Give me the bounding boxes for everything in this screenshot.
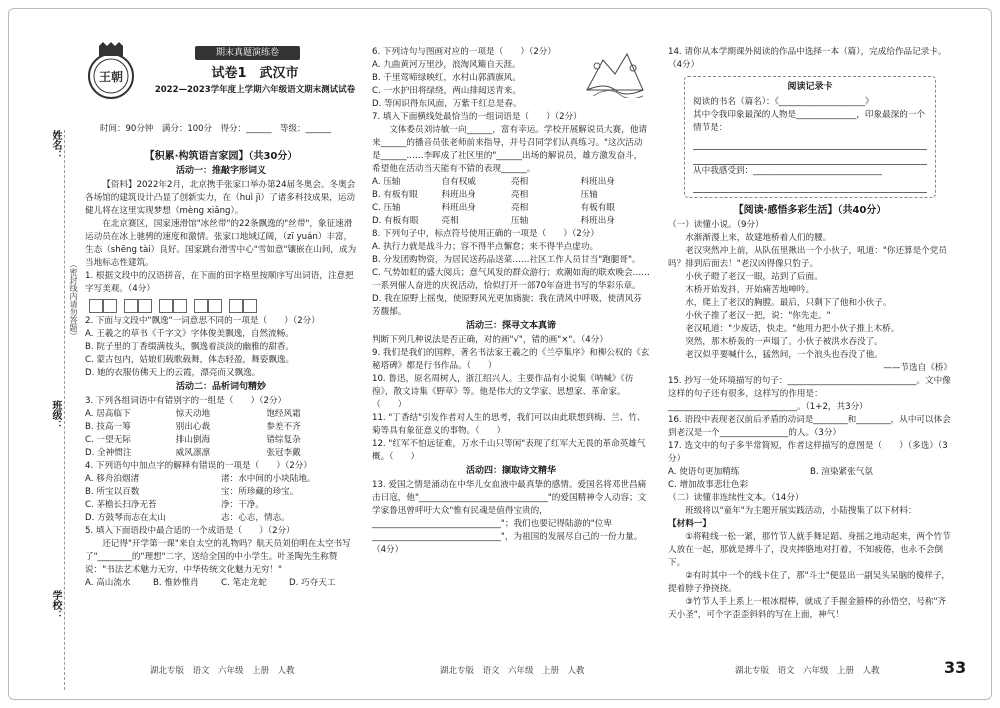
question-8: 8. 下列句子中，标点符号使用正确的一项是（ ）（2分）: [372, 229, 599, 239]
option: A. 王羲之的草书《千字文》字体俊美飘逸，自然流畅。: [85, 329, 294, 339]
option: A. 执行力就是战斗力；容不得半点懈怠；来不得半点虚功。: [372, 242, 599, 252]
question-6: 6. 下列诗句与图画对应的一项是（ ）（2分）: [372, 47, 556, 57]
name-label: 姓名：: [50, 130, 61, 160]
option: 宝：所珍藏的珍宝。: [221, 487, 299, 497]
option: D. 全神惯注: [85, 448, 132, 458]
option: 威风凛凛: [175, 448, 211, 458]
option: C. 蒙古包内，姑娘们载歌载舞，体态轻盈，舞姿飘逸。: [85, 355, 295, 365]
option: D. 她的衣服仿佛天上的云霞，漂亮而又飘逸。: [85, 368, 261, 378]
grid-box[interactable]: [103, 299, 117, 313]
activity-title: 活动二：品析词句精妙: [175, 382, 266, 392]
story-line: 水渐渐漫上来，故建地桥着人们的腰。: [685, 233, 832, 243]
seal-line: [64, 130, 65, 690]
option: B. 渲染紧张气氛: [810, 467, 873, 477]
grid-box[interactable]: [173, 299, 187, 313]
card-field-feeling[interactable]: 从中我感受到：______________________________: [693, 166, 883, 176]
question-16: 16. 语段中表现老汉前后矛盾的动词是________和________，从中可以体会到老汉是一个________________的人。（3分）: [668, 415, 951, 438]
option: 渚：水中间的小块陆地。: [221, 474, 316, 484]
option: 科班出身: [580, 177, 615, 187]
footer-right: 湖北专版 语文 六年级 上册 人教: [735, 666, 880, 676]
exam-subtitle: 2022—2023学年度上学期六年级语文期末测试试卷: [154, 85, 356, 95]
passage: 文体委员刘诗敏一向______，富有幸运。学校开展解说员大赛，他请来______的播音员张老师前来指导，并号召同学们认真练习。"这次活动是______……李晖成了社区里的"______出场的解说员，雄方激发奋斗，希望他在活动当天能有不错的表现______。: [372, 125, 648, 174]
story-line: 小伙子瞪了老汉一眼，站到了后面。: [685, 272, 823, 282]
option: 饱经风霜: [266, 409, 301, 419]
option: B. 所宝以百数: [85, 487, 140, 497]
svg-text:王朝: 王朝: [98, 70, 124, 84]
section-title: 【阅读·感悟多彩生活】（共40分）: [733, 205, 887, 216]
grid-box[interactable]: [124, 299, 138, 313]
page-number: 33: [944, 658, 967, 677]
passage: 在北京赛区，国家速滑馆"冰丝带"的22条飘逸的"丝带"，象征速滑运动员在冰上驰骋的速度和激情。张家口地域辽阔，（zī yuán）丰富，生态（shēng tài）良好。国家跳台滑雪中心"雪如意"镶嵌在山间，成为当地标志性建筑。: [85, 219, 357, 268]
grid-box[interactable]: [243, 299, 257, 313]
option: 志：心志，情志。: [221, 513, 290, 523]
option: C. 气势如虹的盛大阅兵；意气风发的群众游行；欢潮如海的联欢晚会……一系列催人奋进的庆祝活动，恰似打开一部70年奋进书写的华彩乐章。: [372, 268, 650, 291]
option: C. 一望无际: [85, 435, 131, 445]
option: D. 我在原野上摇曳，使原野风光更加旖旎；我在清风中呼吸，使清风芬芳馥郁。: [372, 294, 642, 317]
card-title: 阅读记录卡: [787, 82, 833, 92]
option: D. 有板有眼: [372, 216, 419, 226]
option: C. 一水护田将绿绕，两山排闼送青来。: [372, 86, 521, 96]
passage: 【资料】2022年2月，北京携手张家口举办第24届冬奥会。冬奥会各场馆的建筑设计凸显了创新实力，在（huì jì）了诸多科技成果，运动健儿将在这里实现梦想（mèng xiǎng）。: [85, 180, 356, 216]
option: 亮相: [511, 177, 529, 187]
header-tag: 期末真题演练卷: [195, 46, 300, 60]
option-grid: [85, 577, 357, 590]
option: 压轴: [511, 216, 529, 226]
passage: 班级将以"童年"为主题开展实践活动，小陆搜集了以下材料：: [685, 506, 917, 516]
option: 亮相: [511, 203, 529, 213]
section-title: 【积累·构筑语言家园】（共30分）: [144, 151, 298, 162]
option: B. 院子里的丁香缀满枝头，飘逸着淡淡的幽雅的甜香。: [85, 342, 295, 352]
option: [810, 479, 952, 492]
option: 别出心裁: [175, 422, 211, 432]
answer-line[interactable]: [693, 135, 927, 150]
question-2: 2. 下面与文段中"飘逸"一词意思不同的一项是（ ）（2分）: [85, 316, 320, 326]
question-15: 15. 抄写一处环境描写的句子：______________________________。文中像这样的句子还有很多，这样写的作用是：______________________________。（1+2，共3分）: [668, 376, 951, 412]
reading-record-card: [684, 76, 936, 198]
story-line: 水，爬上了老汉的胸膛。最后，只剩下了他和小伙子。: [685, 298, 892, 308]
option: A. 压轴: [372, 177, 401, 187]
reading-part-2: （二）读懂非连续性文本。（14分）: [668, 493, 804, 503]
seal-note: （密封线内请勿答题）: [69, 260, 78, 340]
story-line: 老汉突然冲上前，从队伍里揪出一个小伙子，吼道："你还算是个党员吗？排到后面去！"老汉凶得像只豹子。: [668, 246, 947, 269]
option: B. 技高一筹: [85, 422, 131, 432]
option-grid: [668, 466, 952, 492]
card-field-character[interactable]: 其中令我印象最深的人物是______________，印象最深的一个情节是：: [693, 110, 926, 133]
grid-box[interactable]: [159, 299, 173, 313]
brand-seal-icon: [85, 42, 137, 102]
option: D. 巧夺天工: [289, 578, 336, 588]
option: B. 千里莺啼绿映红，水村山郭酒旗风。: [372, 73, 521, 83]
option: B. 惟妙惟肖: [153, 578, 199, 588]
instruction: 判断下列几种说法是否正确，对的画"√"，错的画"×"。（4分）: [372, 335, 608, 345]
card-field-book[interactable]: 阅读的书名（篇名）：《____________________》: [693, 97, 874, 107]
question-12: 12. "红军不怕远征难，万水千山只等闲"表现了红军大无畏的革命英雄气概。（ ）: [372, 439, 646, 462]
option: 科班出身: [441, 190, 476, 200]
option: 有板有眼: [580, 203, 615, 213]
question-3: 3. 下列各组词语中有错别字的一组是（ ）（2分）: [85, 396, 287, 406]
option-grid: [85, 408, 357, 460]
option: 科班出身: [441, 203, 476, 213]
option-grid: [372, 176, 650, 228]
question-11: 11. "丁香结"引发作者对人生的思考，我们可以由此联想到梅、兰、竹、菊等具有象征意义的事物。（ ）: [372, 413, 646, 436]
story-source: ——节选自《桥》: [883, 363, 952, 373]
activity-title: 活动四：撷取诗文精华: [465, 466, 556, 476]
option: D. 等闲识得东风面，万紫千红总是春。: [372, 99, 522, 109]
option: 压轴: [580, 190, 598, 200]
binding-strip: [48, 130, 78, 690]
question-13: 13. 爱国之情是涌动在中华儿女血液中最真挚的感情。爱国名将邓世昌痛击日寇，他"______________________________"的爱国精神令人动容；文学家鲁迅曾呼吁大众"惟有民魂是值得宝贵的，______________________________"；我们也要记得陆游的"位卑______________________________"，为祖国的发展尽自己的一份力量。（4分）: [372, 480, 647, 555]
option-grid: [85, 473, 357, 525]
material-para: ①将鞋线一松一紧，那竹节人就手舞足蹈、身摇之地动起来，两个竹节人放在一起，那就是搏斗了，没夹摔胳地对打着，不知疲倦，也永不会倒下。: [668, 532, 951, 568]
question-4: 4. 下列语句中加点字的解释有错误的一项是（ ）（2分）: [85, 461, 312, 471]
option: D. 方鼓琴而志在太山: [85, 513, 166, 523]
question-5: 5. 填入下面语段中最合适的一个成语是（ ）（2分）: [85, 526, 295, 536]
story-line: 小伙子推了老汉一把，说："你先走。": [685, 311, 831, 321]
question-7: 7. 填入下面横线处最恰当的一组词语是（ ）（2分）: [372, 112, 582, 122]
grid-box[interactable]: [138, 299, 152, 313]
activity-title: 活动三：探寻文本真谛: [465, 321, 556, 331]
passage: 还记得"开学第一课"来自太空的礼物吗？航天员刘伯明在太空书写了"________的"理想"二字，送给全国的中小学生。叶圣陶先生称赞说："书法艺术魅力无穷，中华传统文化魅力无穷！": [85, 539, 351, 575]
option: C. 压轴: [372, 203, 401, 213]
reading-part-1: （一）读懂小说。（9分）: [668, 220, 764, 230]
exam-banner: [150, 62, 360, 95]
class-label: 班级：: [50, 400, 61, 430]
option: C. 增加故事悲壮色彩: [668, 480, 749, 490]
question-17: 17. 选文中的句子多半常简短，作者这样描写的意图是（ ）（多选）（3分）: [668, 441, 948, 464]
option: 排山倒海: [175, 435, 211, 445]
option: A. 九曲黄河万里沙，浪淘风簸自天涯。: [372, 60, 521, 70]
material-para: ②有时其中一个的线卡住了，那"斗士"便显出一副吴头呆脑的傻样子，提着脖子挣挠挠。: [668, 571, 951, 594]
answer-line[interactable]: [693, 150, 927, 165]
material-title: 【材料一】: [668, 519, 711, 529]
school-label: 学校：: [50, 590, 61, 620]
option: 惊天动地: [175, 409, 211, 419]
footer-left: 湖北专版 语文 六年级 上册 人教: [150, 666, 295, 676]
question-14: 14. 请你从本学期课外阅读的作品中选择一本（篇），完成给作品记录卡。（4分）: [668, 47, 947, 70]
question-9: 9. 我们是我们的国粹，著名书法家王羲之的《兰亭集序》和柳公权的《玄秘塔碑》都是行书作品。（ ）: [372, 348, 650, 371]
material-para: ③竹节人手上系上一根冰棍棒，就成了手握金箍棒的孙悟空，号称"齐天小圣"，可个字歪歪斜斜的写在上面，神气！: [668, 597, 947, 620]
option: C. 笔走龙蛇: [221, 578, 267, 588]
footer-mid: 湖北专版 语文 六年级 上册 人教: [440, 666, 585, 676]
writing-grid: [89, 299, 357, 313]
column-1: [85, 148, 357, 590]
option: 亮相: [511, 190, 529, 200]
option: 错综复杂: [266, 435, 301, 445]
option: B. 分发团购物资，为居民送药品送菜……社区工作人员甘当"跑腿哥"。: [372, 255, 641, 265]
column-2: [372, 46, 650, 557]
option: 参差不齐: [266, 422, 301, 432]
question-1: 1. 根据文段中的汉语拼音，在下面的田字格里按顺序写出词语，注意把字写美观。（4分）: [85, 271, 354, 294]
column-3: [668, 46, 952, 622]
exam-meta: 时间：90分钟 满分：100分 得分：______ 等级：______: [100, 124, 332, 134]
option: 科班出身: [580, 216, 615, 226]
grid-box[interactable]: [208, 299, 222, 313]
option: B. 有板有眼: [372, 190, 418, 200]
option: 自有权威: [441, 177, 476, 187]
exam-title: 试卷1 武汉市: [211, 66, 299, 81]
grid-box[interactable]: [89, 299, 103, 313]
answer-line[interactable]: [693, 178, 927, 193]
option: 张冠李戴: [266, 448, 301, 458]
option: A. 高山流水: [85, 578, 131, 588]
option: A. 使语句更加精练: [668, 467, 740, 477]
story-line: 老汉似乎要喊什么，猛然间，一个浪头也吞没了他。: [685, 350, 883, 360]
option: 净：干净。: [221, 500, 264, 510]
option: C. 茅檐长扫净无苔: [85, 500, 157, 510]
grid-box[interactable]: [194, 299, 208, 313]
story-line: 突然，那木桥轰的一声塌了。小伙子被洪水吞没了。: [685, 337, 883, 347]
story-line: 木桥开始发抖，开始痛苦地呻吟。: [685, 285, 815, 295]
activity-title: 活动一：推敲字形词义: [175, 166, 266, 176]
grid-box[interactable]: [229, 299, 243, 313]
story-line: 老汉吼道："少废话，快走。"他用力把小伙子推上木桥。: [685, 324, 900, 334]
option: A. 居高临下: [85, 409, 131, 419]
question-10: 10. 鲁迅，原名周树人，浙江绍兴人。主要作品有小说集《呐喊》《彷徨》，散文诗集《野草》等。他是伟大的文学家、思想家、革命家。（ ）: [372, 374, 634, 410]
option: A. 移舟泊烟渚: [85, 474, 140, 484]
option: 亮相: [441, 216, 459, 226]
